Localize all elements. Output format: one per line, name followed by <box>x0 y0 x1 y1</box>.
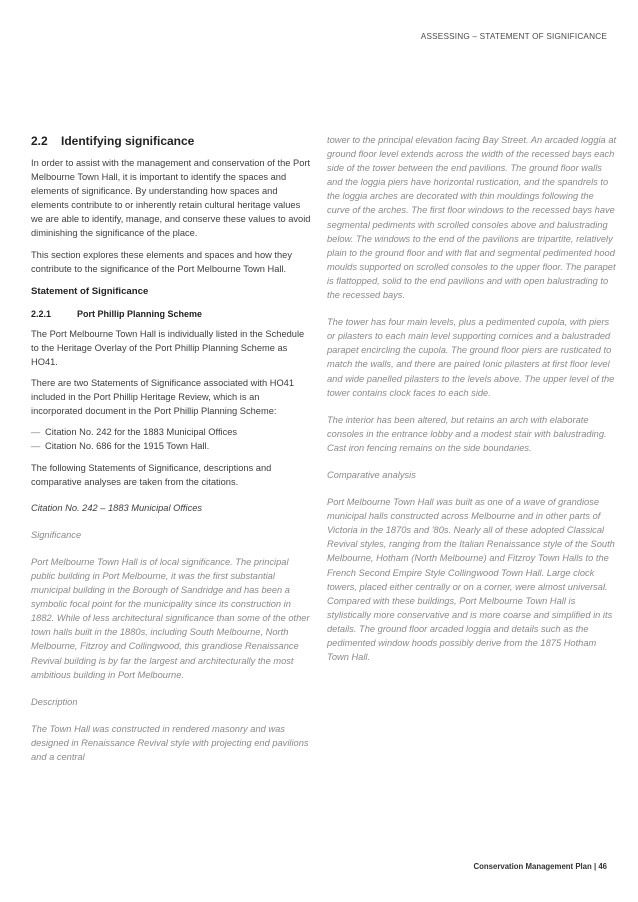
after-list-paragraph: The following Statements of Significance, descriptions and comparative analyses are taken from the citations. <box>31 462 272 487</box>
page-footer <box>474 862 608 871</box>
subsection-heading <box>31 309 313 319</box>
running-header: ASSESSING – STATEMENT OF SIGNIFICANCE <box>420 32 607 41</box>
section-number: 2.2 <box>31 134 48 148</box>
subsection-paragraph-1: The Port Melbourne Town Hall is individually listed in the Schedule to the Heritage Overlay of the Port Phillip Planning Scheme as HO41. <box>31 328 305 367</box>
citation-heading: Citation No. 242 – 1883 Municipal Offices <box>31 502 203 513</box>
dash-icon: — <box>31 441 41 452</box>
footer-separator: | <box>593 862 597 871</box>
statement-heading: Statement of Significance <box>31 285 149 297</box>
left-column <box>31 128 313 777</box>
comparative-text: Port Melbourne Town Hall was built as one of a wave of grandiose municipal halls constructed across Melbourne and in other parts of Victoria in the 1870s and '80s. Nearly all of these adopted Classical Revival styles, ranging from the Italian Renaissance style of the South Melbourne, Hotham (North Melbourne) and Fitzroy Town Halls to the French Second Empire Style Collingwood Town Hall. Large clock towers, placed either centrally or on a corner, were almost universal. Compared with these buildings, Port Melbourne Town Hall is stylistically more conservative and is more coarse and simplified in its details. The ground floor arcaded loggia and details such as the pedimented window hoods possibly derive from the 1875 Hotham Town Hall. <box>327 497 615 663</box>
dash-icon: — <box>31 427 41 438</box>
subsection-number: 2.2.1 <box>31 308 52 319</box>
description-text: The Town Hall was constructed in rendered masonry and was designed in Renaissance Revival style with projecting end pavilions and a central <box>31 723 309 762</box>
right-column <box>327 133 617 677</box>
subsection-title: Port Phillip Planning Scheme <box>77 308 203 319</box>
document-title: Conservation Management Plan <box>473 862 592 871</box>
description-continued-3: The interior has been altered, but retains an arch with elaborate consoles in the entrance lobby and a modest stair with balustrading. Cast iron fencing remains on the side boundaries. <box>327 414 607 453</box>
significance-label: Significance <box>31 529 82 540</box>
significance-text: Port Melbourne Town Hall is of local significance. The principal public building in Port Melbourne, it was the first substantial municipal building in the Borough of Sandridge and has been a symbolic focal point for the municipality since its construction in 1882. While of less architectural significance than some of the other town halls built in the 1880s, including South Melbourne, North Melbourne, Fitzroy and Collingwood, this grandiose Renaissance Revival building is by far the largest and architecturally the most ambitious building in Port Melbourne. <box>31 556 310 680</box>
section-title: Identifying significance <box>61 134 195 148</box>
description-label: Description <box>31 696 78 707</box>
section-heading <box>31 134 313 148</box>
description-continued-2: The tower has four main levels, plus a pedimented cupola, with piers or pilasters to each main level supporting cornices and a balustraded parapet encircling the cupola. The ground floor piers are rusticated to match the walls, and there are paired Ionic pilasters at first floor level and wide panelled pilasters to the levels above. The upper level of the tower contains clock faces to each side. <box>327 317 615 398</box>
list-item: — Citation No. 242 for the 1883 Municipal Offices <box>31 425 313 439</box>
page-number: 46 <box>598 862 607 871</box>
comparative-label: Comparative analysis <box>327 469 416 480</box>
intro-paragraph-1: In order to assist with the management and conservation of the Port Melbourne Town Hall, it is important to identify the spaces and elements of significance. By understanding how spaces and elements contribute to or inherently retain cultural heritage values we are able to identify, manage, and conserve these values to avoid diminishing the significance of the place. <box>31 158 311 239</box>
description-continued-1: tower to the principal elevation facing Bay Street. An arcaded loggia at ground floor level extends across the width of the recessed bays each side of the tower between the end pavilions. The ground floor walls and the loggia piers have horizontal rustication, and the spandrels to the loggia arches are decorated with thin mouldings following the curve of the arches. The first floor windows to the recessed bays have segmental pediments with scrolled consoles above and balustrading below. The windows to the end of the pavilions are tripartite, relatively plain to the ground floor and with flat and segmental pedimented hood moulds supported on scrolled consoles to the upper floor. The parapet is flattopped, solid to the end pavilions and with open balustrading to the recessed bays. <box>327 135 617 301</box>
citation-list <box>31 425 313 453</box>
intro-paragraph-2: This section explores these elements and spaces and how they contribute to the significance of the Port Melbourne Town Hall. <box>31 249 292 274</box>
list-item: — Citation No. 686 for the 1915 Town Hall. <box>31 439 313 453</box>
subsection-paragraph-2: There are two Statements of Significance associated with HO41 included in the Port Phillip Heritage Review, which is an incorporated document in the Port Phillip Planning Scheme: <box>31 378 295 417</box>
